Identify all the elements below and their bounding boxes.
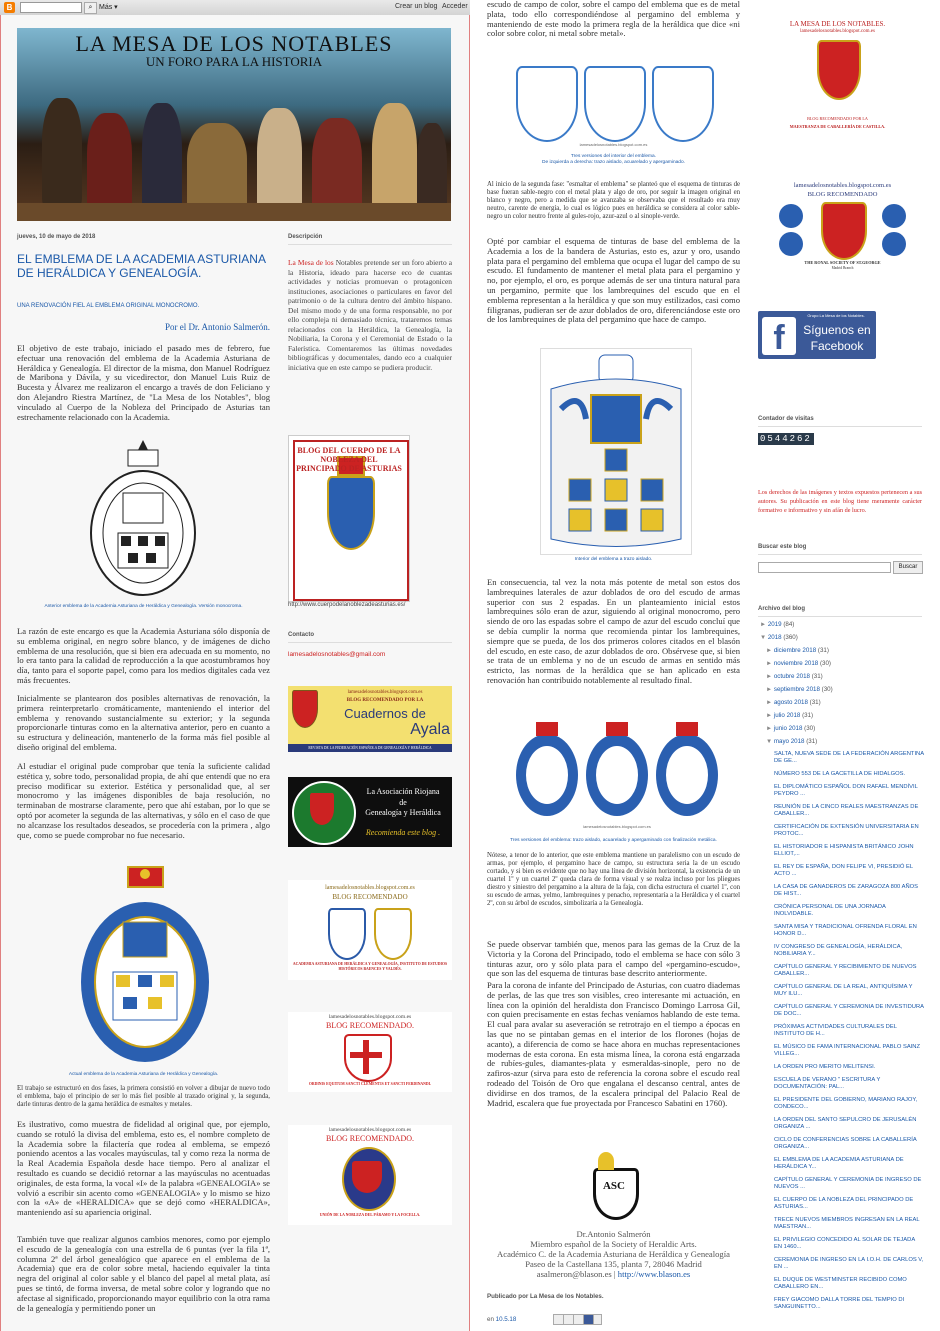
sidebar-heading-search: Buscar este blog — [758, 544, 807, 550]
image-watermark: lamesadelosnotables.blogspot.com.es — [583, 824, 651, 829]
archive-month-item[interactable]: ► julio 2018 (31) — [766, 712, 814, 719]
expand-arrow-icon[interactable]: ► — [766, 660, 774, 667]
blog-archive — [760, 621, 924, 1317]
post-paragraph: En consecuencia, tal vez la nota más potente de metal son estos dos lambrequines laterales de azur doblados de oro del escudo de armas superior con sus 2 espadas. En un planteamiento inicial estos lambrequines sólo eran de azur, siguiendo al original monocromo, pero siendo de oro las espadas sobre el campo de azur del escudo concluí que se debía cumplir la norma que recomienda pintar los lambrequines, siempre que se pueda, de los dos primeros colores citados en el blasón del escudo, en este caso, de azur doblados de oro. Obsérvese que, si bien se trata de un emblema y no de un escudo de armas en sentido más estricto, las normas de la heráldica que se han aplicado en esta renovación han contribuido notablemente al resultado final. — [487, 577, 740, 685]
archive-post-link[interactable]: CEREMONIA DE INGRESO EN LA I.O.H. DE CARLOS V, EN ... — [774, 1257, 924, 1270]
nobleza-url-link[interactable]: http://www.cuerpodelanoblezadeasturias.es/ — [288, 602, 406, 608]
post-paragraph: escudo de campo de color, sobre el campo del emblema que es de metal plata, todo ello correspondiéndose al pergamino del emblema y manteniendo de este modo la primera regla de la heráldica que dice «ni color sobre color, ni metal sobre metal». — [487, 0, 740, 39]
share-buttons — [553, 1314, 601, 1324]
archive-month-item[interactable]: ► octubre 2018 (31) — [766, 673, 823, 680]
post-byline: Por el Dr. Antonio Salmerón. — [165, 322, 270, 332]
archive-post-link[interactable]: REUNIÓN DE LA CINCO REALES MAESTRANZAS DE CABALLER... — [774, 804, 919, 817]
archive-post-link[interactable]: EL DIPLOMÁTICO ESPAÑOL DON RAFAEL MENDÍVIL PEYDRO ... — [774, 784, 918, 797]
archive-post-link[interactable]: SALTA, NUEVA SEDE DE LA FEDERACIÓN ARGENTINA DE GE... — [774, 751, 924, 764]
archive-post-link[interactable]: CRÓNICA PERSONAL DE UNA JORNADA INOLVIDABLE. — [774, 904, 886, 917]
post-paragraph: Al estudiar el original pude comprobar que tenía la suficiente calidad estética y, sobre todo, personalidad propia, de ahí que entendí que no era preciso modificar su exterior. Estética y personalidad que, al ser monocromo y las imágenes disponibles de baja resolución, no terminaban de mostrarse claramente, pero que ahí estaban, por lo que se optó por acometer la segunda de las alternativas, y sólo en el caso de que no alcanzase los resultados deseados, se procedería con la primera , algo que, como se puede comprobar no fue necesario. — [17, 761, 270, 840]
archive-post-link[interactable]: CAPÍTULO GENERAL Y CEREMONIA DE INVESTIDURA DE DOC... — [774, 1004, 924, 1017]
navbar-search-icon[interactable]: ⌕ — [84, 2, 97, 14]
author-website-link[interactable]: http://www.blason.es — [617, 1269, 691, 1279]
divider — [758, 616, 922, 617]
post-paragraph: Es ilustrativo, como muestra de fidelidad al original que, por ejemplo, cuando se rotuló la divisa del emblema, esto es, el nombre completo de la Academia sobre la filactería que rodea al emblema, se empezó poniendo acentos a las vocales mayúsculas, tal y como reza la norma de la Real Academia Española desde hace tiempo. Pero al analizar el resultado es cuando se decidió retornar a las mayúsculas no acentuadas originales, de esta forma, la vocal «I» de la palabra «GENEALOGIA» se volvió a escribir sin acento como «GENEALOGIA» y lo mismo se hizo con la «A» de «HERALDICA» que se dejó como «HERALDICA», manteniendo así su apariencia original. — [17, 1119, 270, 1218]
asociacion-riojana-badge[interactable]: La Asociación Riojana de Genealogía y Heráldica Recomienda este blog . — [288, 777, 452, 847]
image-caption: Actual emblema de la Academia Asturiana de Heráldica y Genealogía. — [68, 1072, 219, 1077]
expand-arrow-icon[interactable]: ► — [766, 699, 774, 706]
author-signature: Dr.Antonio Salmerón Miembro español de la Society of Heraldic Arts. Académico C. de la Academia Asturiana de Heráldica y Genealogía Paseo de la Castellana 135, planta 7, 28046 Madrid asalmeron@blason.es | http://www.blason.es — [497, 1229, 730, 1279]
archive-month-item[interactable]: ► agosto 2018 (31) — [766, 699, 821, 706]
post-paragraph: Para la corona de infante del Principado de Asturias, con cuatro diademas de perlas, de las que tres son visibles, creo interesante mi actuación, en línea con la opinión del heraldista don Francisco Domingo Larrosa Gil, con quien precisamente en estas fechas veníamos hablando de este tema. El cual para avalar su aseveración se retrotrajo en el tiempo a épocas en las que no se pintaban gemas en el interior de los florones (hojas de acanto), a diferencia de como se hace ahora en muchas representaciones modernas de esta corona. En esta misma línea, la corona está engarzada de rubíes-gules, diamantes-plata y esmeraldas-sinople, pero no de zafiros-azur (sirva para esto de referencia la corona sobre el escudo real rodeado del Toisón de Oro que engalana el descanso central, antes de dividirse en dos tramos, de la escalera principal del Palacio Real de Madrid, escalera que fue proyectada por Francesco Sabatini en 1760). — [487, 980, 740, 1108]
archive-month-item[interactable]: ► septiembre 2018 (30) — [766, 686, 833, 693]
post-paragraph: El trabajo se estructuró en dos fases, la primera consistió en volver a dibujar de nuevo todo el emblema, bajo el principio de ser lo más fiel posible al trazado original y, la segunda, darle tinturas dentro de la gama heráldica de esmaltes y metales. — [17, 1085, 270, 1108]
blog-search-button[interactable]: Buscar — [893, 561, 923, 574]
archive-post-link[interactable]: SANTA MISA Y TRADICIONAL OFRENDA FLORAL EN HONOR D... — [774, 924, 917, 937]
navbar-more-menu[interactable]: Más ▾ — [99, 4, 118, 11]
archive-post-link[interactable]: ESCUELA DE VERANO " ESCRITURA Y DOCUMENTACIÓN: PAL... — [774, 1077, 881, 1090]
post-paragraph: Se puede observar también que, menos para las gemas de la Cruz de la Victoria y la Corona del Principado, todo el emblema se hace con sólo 3 tinturas azur, oro y sólo plata para el campo del «pergamino-escudo», que son las del esquema de tinturas base descrito anteriormente. — [487, 939, 740, 979]
divider — [758, 426, 922, 427]
post-timestamp-link[interactable]: 10.5.18 — [495, 1316, 517, 1323]
author-email-link[interactable]: asalmeron@blason.es — [536, 1269, 612, 1279]
archive-post-link[interactable]: NÚMERO 553 DE LA GACETILLA DE HIDALGOS. — [774, 771, 906, 777]
divider — [288, 244, 452, 245]
sign-in-link[interactable]: Acceder — [442, 3, 468, 10]
archive-post-link[interactable]: TRECE NUEVOS MIEMBROS INGRESAN EN LA REAL MAESTRAN... — [774, 1217, 920, 1230]
archive-month-item[interactable]: ▼ mayo 2018 (31) — [766, 738, 818, 745]
archive-post-link[interactable]: LA ORDEN PRO MERITO MELITENSI. — [774, 1064, 876, 1070]
archive-post-link[interactable]: CICLO DE CONFERENCIAS SOBRE LA CABALLERÍA ORGANIZA... — [774, 1137, 917, 1150]
archive-post-link[interactable]: CAPÍTULO GENERAL DE LA REAL, ANTIQUÍSIMA Y MUY ILU... — [774, 984, 913, 997]
post-title[interactable]: EL EMBLEMA DE LA ACADEMIA ASTURIANA DE HERÁLDICA Y GENEALOGÍA. — [17, 252, 266, 280]
archive-post-link[interactable]: EL REY DE ESPAÑA, DON FELIPE VI, PRESIDIÓ EL ACTO ... — [774, 864, 913, 877]
archive-post-link[interactable]: LA CASA DE GANADEROS DE ZARAGOZA 800 AÑOS DE HIST... — [774, 884, 919, 897]
three-emblem-versions-image[interactable] — [512, 722, 722, 834]
archive-post-link[interactable]: CERTIFICACIÓN DE EXTENSIÓN UNIVERSITARIA EN PROTOC... — [774, 824, 919, 837]
archive-month-item[interactable]: ► noviembre 2018 (30) — [766, 660, 831, 667]
facebook-follow-badge[interactable]: Grupo La Mesa de los Notables. f Síguenos en Facebook — [758, 311, 876, 359]
post-date: jueves, 10 de mayo de 2018 — [17, 234, 96, 240]
expand-arrow-icon[interactable]: ► — [766, 647, 774, 654]
archive-month-item[interactable]: ► diciembre 2018 (31) — [766, 647, 829, 654]
visit-counter: 0544262 — [760, 434, 812, 444]
archive-post-link[interactable]: EL PRIVILEGIO CONCEDIDO AL SOLAR DE TEJADA EN 1460... — [774, 1237, 915, 1250]
contact-email-link[interactable]: lamesadelosnotables@gmail.com — [288, 651, 386, 658]
post-paragraph: También tuve que realizar algunos cambios menores, como por ejemplo el escudo de la genealogía con una estrella de 6 puntas (ver la fila 1ª, columna 2ª del árbol genealógico que aparece en el emblema de la Academia) que era de color sobre metal, haciendo equivaler la tinta negra del original al color sable y el blanco del papel al metal plata, así pues se tintó, de forma inversa, de metal sobre color y logrando que no afectase al significado, proporcionando mayor equilibrio con la otra rama de la genealogía y permitiendo poner un — [17, 1235, 270, 1313]
maestranza-castilla-badge[interactable]: LA MESA DE LOS NOTABLES. lamesadelosnotables.blogspot.com.es BLOG RECOMENDADO POR LA MAESTRANZA DE CABALLERÍA DE CASTILLA. — [789, 20, 886, 129]
image-caption: De izquierda a derecha: trazo aislado, acuarelado y apergaminado. — [542, 160, 685, 165]
archive-post-link[interactable]: EL PRESIDENTE DEL GOBIERNO, MARIANO RAJOY, CONDECO... — [774, 1097, 918, 1110]
sidebar-heading-contact: Contacto — [288, 632, 314, 638]
archive-post-link[interactable]: IV CONGRESO DE GENEALOGÍA, HERÁLDICA, NOBILIARIA Y... — [774, 944, 903, 957]
sidebar-heading-description: Descripción — [288, 234, 323, 240]
divider — [288, 642, 452, 643]
interior-emblem-image[interactable] — [540, 348, 692, 555]
archive-post-link[interactable]: EL CUERPO DE LA NOBLEZA DEL PRINCIPADO DE ASTURIAS... — [774, 1197, 914, 1210]
blog-description: La Mesa de los Notables pretende ser un foro abierto a la Historia, ideado para hacerse eco de cuantas actividades y noticias promuevan o protagonicen instituciones, asociaciones o particulares en favor del patrimonio o de la cultura dentro del ámbito hispano. Del mismo modo y de una forma responsable, no por ello compleja ni demasiado técnica, trataremos temas relacionados con la Heráldica, la Genealogía, la Nobiliaria, la Corona y el Ceremonial de Estado o la Falerística. Comentaremos las últimas novedades bibliográficas y documentales, dando eco a cualquier iniciativa que en este campo se pudiera producir. — [288, 258, 452, 372]
create-blog-link[interactable]: Crear un blog — [395, 3, 438, 10]
image-caption: Anterior emblema de la Academia Asturiana de Heráldica y Genealogía. Versión monocroma. — [44, 604, 243, 609]
sidebar-heading-visits: Contador de visitas — [758, 416, 814, 422]
blogger-logo-icon[interactable]: B — [4, 2, 15, 13]
post-paragraph: Nótese, a tenor de lo anterior, que este emblema mantiene un paralelismo con un escudo de armas, por ejemplo, el pergamino hace de campo, su estructura seria la de un escudo cortado, y si bien es evidente que no hay una línea de división horizontal, la existencia de un cuartel 1º y un cuartel 2º queda clara de forma visual y se realza incluso por los pliegues diestro y siniestro del pergamino a la altura de la faja, con dicha estructura el cuartel 1º, con su escudo de armas, yelmo, lambrequines y penacho, representaría a la Heráldica y el cuartel 2º, con su árbol de escudos, simbolizaría a la Genealogía. — [487, 852, 740, 907]
collapse-arrow-icon[interactable]: ▼ — [766, 738, 774, 745]
archive-year-item[interactable]: ► 2019 (84) — [760, 621, 795, 628]
banner-subtitle: UN FORO PARA LA HISTORIA — [145, 54, 323, 69]
archive-post-link[interactable]: LA ORDEN DEL SANTO SEPULCRO DE JERUSALÉN ORGANIZA ... — [774, 1117, 917, 1130]
image-caption: Interior del emblema a trazo aislado. — [574, 557, 653, 562]
header-banner[interactable] — [17, 28, 451, 221]
sidebar-heading-archive: Archivo del blog — [758, 606, 806, 612]
share-pinterest-icon[interactable] — [593, 1314, 602, 1325]
cuadernos-ayala-badge[interactable]: lamesadelosnotables.blogspot.com.es BLOG RECOMENDADO POR LA Cuadernos de Ayala REVISTA DE LA FEDERACIÓN ESPAÑOLA DE GENEALOGÍA Y HERÁLDICA — [288, 686, 452, 752]
image-caption: Tres versiones del interior del emblema. — [570, 154, 657, 159]
post-paragraph: Al inicio de la segunda fase: "esmaltar el emblema" se planteó que el esquema de tinturas de base fueran sable-negro con el metal plata y algo de oro, por seguir la imagen original en blanco y negro, pero a medida que se avanzaba se observaba que el resultado era muy neutro, carente de energía, lo cual es lógico pues en heráldica se considera al color sable-negro un color neutro frente al gules-rojo, azur-azul o al sinople-verde. — [487, 181, 740, 220]
three-interior-versions-image[interactable] — [512, 62, 715, 150]
post-author: Publicado por La Mesa de los Notables. — [487, 1293, 604, 1300]
post-paragraph: Opté por cambiar el esquema de tinturas de base del emblema de la Academia a los de la bandera de Asturias, esto es, azur y oro, usando plata para el pergamino del emblema que ocupa el lugar del campo de su escudo. El fundamento de mantener el metal plata para el pergamino y no, por ejemplo, el oro, es porque además de ser una tintura natural para un pergamino, permite que los lambrequines del escudo que en el emblema representan a la heráldica y que son muy estilizados, casi como filigranas, pudieran ser de azur doblados de oro, diferenciándose este oro de los lambrequines de plata del pergamino que hace de campo. — [487, 236, 740, 325]
navbar-search-input[interactable] — [20, 2, 82, 13]
archive-post-link[interactable]: CAPÍTULO GENERAL Y CEREMONIA DE INGRESO DE NUEVOS ... — [774, 1177, 922, 1190]
archive-post-link[interactable]: PRÓXIMAS ACTIVIDADES CULTURALES DEL INSTITUTO DE H... — [774, 1024, 897, 1037]
recommended-badge-academia[interactable]: lamesadelosnotables.blogspot.com.es BLOG RECOMENDADO ACADEMIA ASTURIANA DE HERÁLDICA Y GENEALOGÍA, INSTITUTO DE ESTUDIOS HISTÓRICOS BAENCES Y VALDÉS. — [288, 880, 452, 980]
divider — [758, 554, 922, 555]
blogger-navbar — [0, 0, 470, 16]
recommended-badge-paramo[interactable]: lamesadelosnotables.blogspot.com.es BLOG RECOMENDADO. UNIÓN DE LA NOBLEZA DEL PÁRAMO Y LA FOCELLA. — [288, 1125, 452, 1225]
image-watermark: lamesadelosnotables.blogspot.com.es — [579, 142, 648, 147]
archive-post-link[interactable]: CAPÍTULO GENERAL Y RECIBIMIENTO DE NUEVOS CABALLER... — [774, 964, 917, 977]
archive-post-link[interactable]: EL HISTORIADOR E HISPANISTA BRITÁNICO JOHN ELLIOT,... — [774, 844, 914, 857]
royal-society-st-george-badge[interactable]: lamesadelosnotables.blogspot.com.es BLOG RECOMENDADO THE ROYAL SOCIETY OF ST.GEORGE Madrid Branch — [775, 180, 910, 272]
post-timestamp: en 10.5.18 — [487, 1316, 517, 1323]
archive-post-link[interactable]: EL DUQUE DE WESTMINSTER RECIBIDO COMO CABALLERO EN... — [774, 1277, 907, 1290]
expand-arrow-icon[interactable]: ► — [766, 712, 774, 719]
post-subtitle: UNA RENOVACIÓN FIEL AL EMBLEMA ORIGINAL MONOCROMO. — [17, 303, 200, 309]
post-paragraph: Inicialmente se plantearon dos posibles alternativas de renovación, la primera reinterpretarlo cromáticamente, manteniendo el interior del emblema y renovando sustancialmente su exterior; y la segunda proporcionarle tinturas como en la alternativa anterior, pero en cuanto a su estructura y delineación, mantenerlo de la forma más fiel posible al diseño original del emblema. — [17, 693, 270, 752]
copyright-notice: Los derechos de las imágenes y textos expuestos pertenecen a sus autores. Su publicación en este blog tiene meramente carácter formativo e informativo y sin afán de lucro. — [758, 489, 922, 515]
expand-arrow-icon[interactable]: ► — [766, 673, 774, 680]
archive-month-item[interactable]: ► junio 2018 (30) — [766, 725, 816, 732]
asc-logo-icon: ASC — [588, 1150, 638, 1220]
expand-arrow-icon[interactable]: ► — [766, 725, 774, 732]
post-paragraph: La razón de este encargo es que la Academia Asturiana sólo disponía de su emblema original, en negro sobre blanco, y de imágenes de dicho emblema de una resolución, que si bien era adecuada en su momento, no lo era tanto para la calidad de reproducción a la que acostumbramos hoy día, tanto para el soporte papel, como para los medios digitales cada vez más frecuentes. — [17, 626, 270, 685]
facebook-icon: f — [762, 317, 796, 355]
monochrome-emblem-image[interactable] — [88, 438, 198, 598]
expand-arrow-icon[interactable]: ► — [766, 686, 774, 693]
archive-post-link[interactable]: FREY GIACOMO DALLA TORRE DEL TEMPIO DI SANGUINETTO... — [774, 1297, 905, 1310]
recommended-badge-san-clemente[interactable]: lamesadelosnotables.blogspot.com.es BLOG RECOMENDADO. ORDINIS EQUITUM SANCTI CLEMENTIS ET SANCTI FERDINANDI. — [288, 1012, 452, 1092]
banner-title: LA MESA DE LOS NOTABLES — [75, 31, 393, 56]
post-paragraph: El objetivo de este trabajo, iniciado el pasado mes de febrero, fue efectuar una renovación del emblema de la Academia Asturiana de Heráldica y Genealogía. El director de la misma, don Manuel Rodríguez de Maribona y Dávila, y su vicedirector, don Manuel Luis Ruiz de Bucesta y Álvarez me realizaron el encargo a través de don Feliciano y don Alejandro Riestra Martínez, de "La Mesa de los Notables", blog vinculado al Cuerpo de la Nobleza del Principado de Asturias tan estrechamente relacionado con la Academia. — [17, 343, 270, 422]
archive-post-link[interactable]: EL MÚSICO DE FAMA INTERNACIONAL PABLO SAINZ VILLEG... — [774, 1044, 921, 1057]
nobleza-badge-text: BLOG DEL CUERPO DE LA NOBLEZA DEL PRINCIPADO DE ASTURIAS — [296, 446, 402, 473]
blog-search-input[interactable] — [758, 562, 891, 573]
archive-year-item[interactable]: ▼ 2018 (360) — [760, 634, 798, 641]
archive-post-link[interactable]: EL EMBLEMA DE LA ACADEMIA ASTURIANA DE HERÁLDICA Y... — [774, 1157, 904, 1170]
nobleza-asturias-badge[interactable] — [288, 435, 410, 602]
color-emblem-image[interactable] — [78, 862, 213, 1067]
image-caption: Tres versiones del emblema: trazo aislado, acuarelado y apergaminado con finalización metálica. — [510, 838, 717, 843]
